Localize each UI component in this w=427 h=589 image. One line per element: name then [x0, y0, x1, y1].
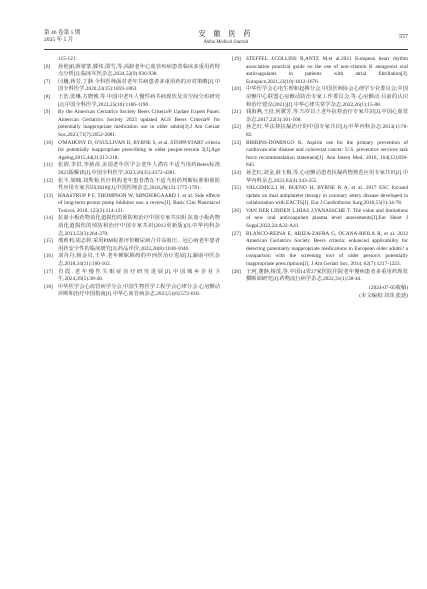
reference-number: [24]: [232, 169, 241, 176]
reference-item: [232, 109, 408, 124]
reference-item: [44, 253, 220, 268]
reference-number: [28]: [232, 268, 241, 275]
reference-item: [44, 79, 220, 94]
reference-item: [232, 170, 408, 185]
reference-text: 中华医学会心血管病学分会,中国生物医学工程学会心律分会.心房颤动诊断和治疗中国指南[J].中华心血管病杂志,2023,51(6):572-618.: [58, 283, 220, 298]
reference-item: [44, 94, 220, 109]
reference-item: [44, 109, 220, 139]
reference-text: STEFFEL J,COLLINS R,ANTZ M,et al.2021 European heart rhythm association practical guide on the use of non-vitamin K antagonist oral anticoagulants in patients with atrial fibrillation[J]. Europace,2021,23(10):1612-1676.: [246, 56, 408, 85]
reference-item: [44, 269, 220, 284]
reference-number: [7]: [44, 78, 51, 85]
reference-text: BIBBINS-DOMINGO K. Aspirin use for the primary prevention of cardiovascular disease and colorectal cancer: U.S. preventive services task force recommendation statement[J]. Ann Intern Med, 2016, 164(12):836-845.: [246, 139, 408, 169]
journal-title: [44, 30, 408, 45]
reference-text: 孙艳丽,薛蒙蒙,滕伟,邵雪,等.高龄老年心血管疾病患者临床多重用药特点分析[J].临床军医杂志,2024,52(9):936-938.: [58, 63, 220, 78]
reference-item: [232, 56, 408, 86]
reference-item: [44, 215, 220, 238]
reference-item: [44, 162, 220, 177]
publication-date: 2025 年 5 月: [44, 36, 74, 43]
reference-item: [232, 231, 408, 269]
reference-text: 肖霞.老年慢性失眠症治疗研究进展[J].中国城乡企业卫生,2024,39(5):38-40.: [58, 268, 220, 283]
reference-list-right: [232, 56, 408, 284]
reference-number: [21]: [232, 109, 241, 116]
reference-text: 张平,梁楠,刘秀菊.医疗机构老年患者潜在不适当用药判断标准和预防性应用专家共识(2018)[J].中国医师杂志,2018,20(12):1775-1781.: [58, 177, 220, 192]
right-column: [232, 56, 408, 301]
reference-number: [27]: [232, 230, 241, 237]
reference-number: [9]: [44, 109, 51, 116]
reference-number: [19]: [232, 56, 241, 62]
reference-number: [20]: [232, 86, 241, 93]
reference-item: [44, 64, 220, 79]
reference-number: [6]: [44, 63, 51, 70]
reference-number: [25]: [232, 185, 241, 192]
reference-item: [44, 238, 220, 253]
reference-number: [16]: [44, 253, 53, 260]
reference-item: [232, 140, 408, 170]
reference-text: 钱海燕,王征,何翼芳,等.75岁以上老年抗栓治疗专家共识[J].中国心血管杂志,2017,22(3):161-168.: [246, 109, 408, 123]
reference-number: [14]: [44, 215, 53, 222]
reference-number: [26]: [232, 207, 241, 214]
reference-item: [44, 56, 220, 64]
reference-text: 中华医学会心电生理和起搏分会,中国医师协会心律学专业委员会,中国房颤中心联盟心房颤动防治专家工作委员会,等.心房颤动:目前的认识和治疗建议(2021)[J].中华心律失常学杂志,2022,26(1):15-88.: [246, 86, 408, 108]
reference-item: [44, 284, 220, 299]
reference-item: [232, 208, 408, 231]
reference-text: 孙艺红,刘金,薛玉梅,等.心房颤动患者抗凝药物规范应用专家共识[J].中华内科杂志,2023,62(4):343-355.: [246, 169, 408, 184]
reference-number: [22]: [232, 124, 241, 131]
reference-text: By the American Geriatrics Society Beers Criteria® Update Expert Panel. American Geriatrics Society 2023 updated AGS Beers Criteria® for potentially inappropriate medication use in older adults[J].J Am Geriatr Soc,2023,71(7):2052-2081.: [58, 109, 220, 138]
reference-number: [12]: [44, 177, 53, 184]
reference-number: [8]: [44, 93, 51, 100]
reference-number: [15]: [44, 238, 53, 245]
reference-number: [23]: [232, 139, 241, 146]
journal-title-en: Anhui Medical Journal: [203, 39, 249, 45]
received-date: (2024-07-05收稿): [369, 284, 408, 291]
header-divider: [44, 49, 408, 50]
reference-text: 抗血小板药物消化道损伤的预防和治疗中国专家共识组.抗血小板药物消化道损伤的预防和治疗中国专家共识(2012更新版)[J].中华内科杂志,2013,52(3):264-270.: [58, 215, 220, 237]
reference-item: [232, 185, 408, 208]
reference-text: 刘丹丹,杨金贝,王华.老年睡眠障碍的中西医治疗进展[J].湖南中医杂志,2018,34(11):160-162.: [58, 253, 220, 268]
reference-text: O'MAHONY D, O'SULLIVAN D, BYRNE S, et al. STOPP/START criteria for potentially inappropriate prescribing in older people:version 2[J].Age Ageing,2015,44(2):213-218.: [58, 139, 220, 161]
reference-item: [232, 124, 408, 139]
reference-number: [17]: [44, 268, 53, 275]
reference-list-left: [44, 56, 220, 299]
editor-note: (本文编校:刘菲,张迪): [359, 293, 408, 300]
reference-item: [232, 269, 408, 284]
reference-text: 王浩,张琳,方晓雅,等.中国中老年人慢性病共病现状及其空间分布研究[J].中国全科医学,2022,25(10):1186-1190.: [58, 93, 220, 108]
reference-text: 孙艺红.华法林抗凝治疗的中国专家共识[J].中华内科杂志,2013(1):76-82.: [246, 124, 408, 138]
reference-text: 115-121.: [58, 56, 77, 62]
reference-text: 闫巍,蒋芳,丁静.全科医师面对老年共病患者多重用药的应对策略[J].中国全科医学,2020,23(15):1859-1863.: [58, 78, 220, 93]
reference-text: 张倩,李洪,李新苗,美国老年医学会老年人潜在不适当用药Beers标准2023版解读[J].中国全科医学,2023,26(35):4372-4381.: [58, 162, 220, 176]
reference-text: 王珂,蹇静,杨茂,等.中国14省27家医院住院老年慢病患者多重用药现状横断面研究[J].药物流行病学杂志,2022,31(1):38-44.: [246, 268, 408, 283]
reference-text: VAN DER LINDEN L,HIAS J,VANASSCHE T. The value and limitations of new oral anticoagulant plasma level assessments[J].Eur Heart J Suppl,2022,24:A32-A41.: [246, 207, 408, 230]
journal-title-cn: 安 徽 医 药: [198, 30, 254, 38]
reference-number: [13]: [44, 192, 53, 199]
page-header: [44, 30, 408, 48]
reference-number: [10]: [44, 139, 53, 146]
reference-item: [44, 178, 220, 193]
reference-number: [11]: [44, 162, 53, 169]
page-number: 557: [399, 34, 408, 40]
reference-item: [232, 86, 408, 109]
reference-number: [18]: [44, 283, 53, 290]
volume-issue: 第 46 卷第 5 期: [44, 30, 81, 36]
left-column: [44, 56, 220, 299]
reference-text: BLANCO-REINA E, ARIZA-ZAFRA G, OCANA-RIOLA R, et al. 2012 American Geriatrics Society Beers criteria: enhanced applicability for detecting potentially inappropriate medications in European older adults? a comparison with the screening tool of older person's potentially inappropriate prescriptions[J]. J Am Geriatr Soc, 2014, 62(7):1217-1223.: [246, 230, 408, 268]
reference-text: HAASTRUP P F, THOMPSON W, SØNDERGAARD J, et al. Side effects of long-term proton pump inhibitor use: a review[J]. Basic Clin Pharmacol Toxicol, 2018, 123(2):114-121.: [58, 192, 220, 214]
reference-text: VALGIMIGLI M, BUENO H, BYRNE R A, et al. 2017 ESC focused update on dual antiplatelet therapy in coronary artery disease developed in collaboration with EACTS[J]. Eur J Cardiothorac Surg,2018,53(1):34-78.: [246, 185, 408, 207]
reference-item: [44, 193, 220, 216]
reference-item: [44, 140, 220, 163]
reference-text: 邢莉莉,胡志婷.采用PIM标准评价糖尿病合并高血压、冠心病老年患者用药安全性的临床研究[J].药品评价,2023,20(8):1038-1040.: [58, 238, 220, 252]
